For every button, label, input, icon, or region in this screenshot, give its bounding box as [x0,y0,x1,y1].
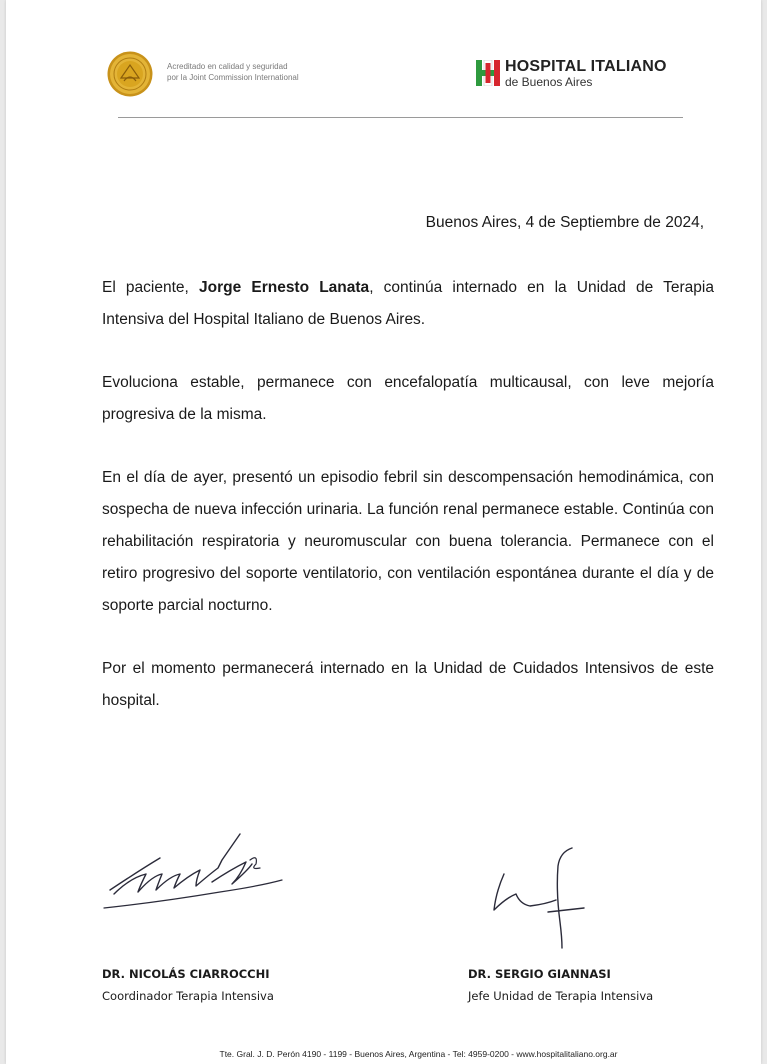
signer-2-role: Jefe Unidad de Terapia Intensiva [468,989,654,1003]
signer-2-name: DR. SERGIO GIANNASI [468,967,611,981]
patient-name: Jorge Ernesto Lanata [199,279,370,296]
letter-page [6,0,761,1064]
paragraph-1 [102,272,714,336]
hospital-name: HOSPITAL ITALIANO [505,58,667,75]
paragraph-4: Por el momento permanecerá internado en la Unidad de Cuidados Intensivos de este hospital. [102,660,714,709]
accreditation-text [167,61,299,83]
footer-address: Tte. Gral. J. D. Perón 4190 - 1199 - Buenos Aires, Argentina - Tel: 4959-0200 - www.hospitalitaliano.org.ar [219,1049,618,1059]
jci-gold-seal-icon [107,51,153,97]
paragraph-2: Evoluciona estable, permanece con encefalopatía multicausal, con leve mejoría progresiva de la misma. [102,374,714,423]
signer-2 [468,963,653,1007]
paragraph-1-lead: El paciente, [102,279,199,296]
letter-date: Buenos Aires, 4 de Septiembre de 2024, [425,214,704,231]
hospital-subtitle: de Buenos Aires [505,75,593,89]
paragraph-1-rest: , continúa internado en la Unidad de Terapia Intensiva del Hospital Italiano de Buenos Aires. [102,279,714,328]
signature-2-drawing [486,842,596,950]
signer-1-role: Coordinador Terapia Intensiva [102,989,274,1003]
accreditation-line-2: por la Joint Commission International [167,73,299,82]
signer-1-name: DR. NICOLÁS CIARROCCHI [102,967,270,981]
header-divider [118,117,683,118]
paragraph-3: En el día de ayer, presentó un episodio febril sin descompensación hemodinámica, con sospecha de nueva infección urinaria. La función renal permanece estable. Continúa con rehabilitación respiratoria y neuromuscular con buena tolerancia. Permanece con el retiro progresivo del soporte ventilatorio, con ventilación espontánea durante el día y de soporte parcial nocturno. [102,469,714,614]
accreditation-line-1: Acreditado en calidad y seguridad [167,62,288,71]
signature-1-drawing [100,830,285,912]
signer-1 [102,963,274,1007]
letter-body [102,272,714,748]
hospital-cross-icon [476,60,500,86]
